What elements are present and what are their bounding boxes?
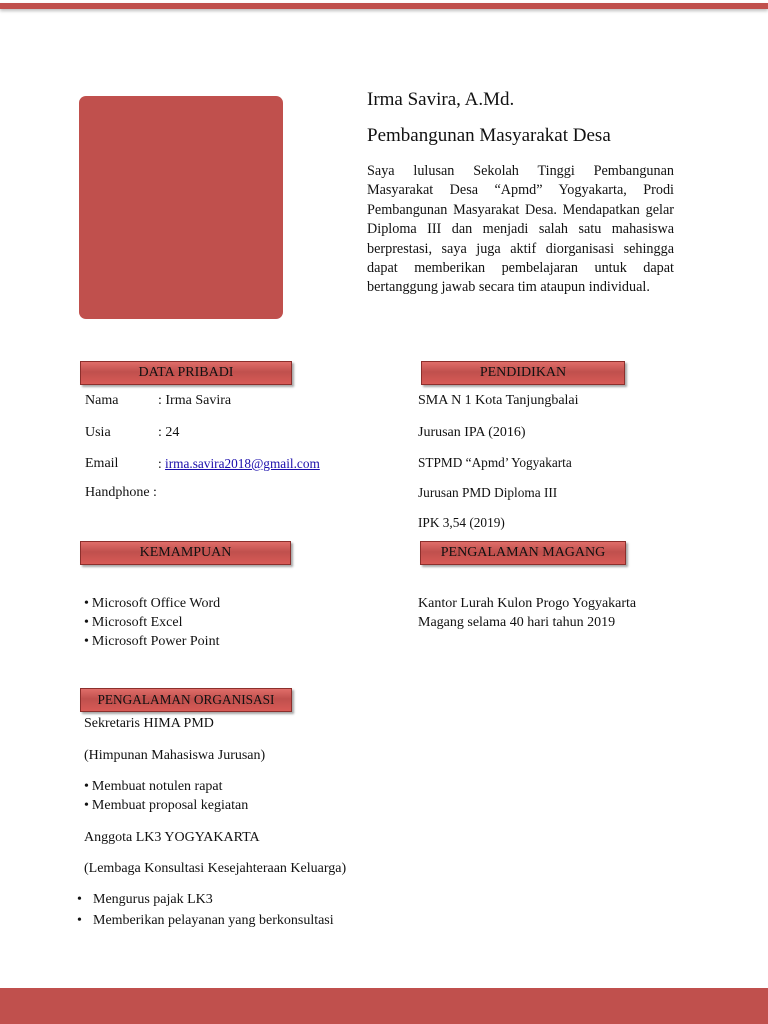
org-1-task: • Membuat proposal kegiatan [84,798,248,814]
top-decorative-bar [0,0,768,12]
section-header-pendidikan: PENDIDIKAN [421,361,625,385]
profile-summary: Saya lulusan Sekolah Tinggi Pembangunan Masyarakat Desa “Apmd” Yogyakarta, Prodi Pembangunan Masyarakat Desa. Mendapatkan gelar Diploma III dan menjadi salah satu mahasiswa berprestasi, saya juga aktif diorganisasi sehingga dapat memberikan pembelajaran untuk dapat bertanggung jawab secara tim ataupun individual. [367,163,674,296]
section-header-pengalaman-organisasi: PENGALAMAN ORGANISASI [80,688,292,712]
label-nama: Nama [85,393,119,408]
org-2-task: Mengurus pajak LK3 [93,892,213,907]
bullet-dot-icon: • [77,892,82,907]
label-email: Email [85,456,119,471]
bottom-decorative-bar [0,988,768,1024]
section-header-pengalaman-magang: PENGALAMAN MAGANG [420,541,626,565]
label-handphone: Handphone : [85,485,157,500]
org-1-task: • Membuat notulen rapat [84,779,223,795]
email-link[interactable]: irma.savira2018@gmail.com [165,456,320,471]
edu-line-3: STPMD “Apmd’ Yogyakarta [418,455,572,470]
skill-item: • Microsoft Power Point [84,634,219,650]
bullet-dot-icon: • [77,913,82,928]
value-usia: : 24 [158,425,180,440]
skill-item: • Microsoft Office Word [84,596,220,612]
value-email [158,456,320,472]
org-2-full-name: (Lembaga Konsultasi Kesejahteraan Keluarga) [84,861,347,876]
org-1-full-name: (Himpunan Mahasiswa Jurusan) [84,748,266,763]
edu-line-1: SMA N 1 Kota Tanjungbalai [418,393,579,408]
section-header-kemampuan: KEMAMPUAN [80,541,291,565]
org-2-role: Anggota LK3 YOGYAKARTA [84,830,260,845]
section-header-data-pribadi: DATA PRIBADI [80,361,292,385]
label-usia: Usia [85,425,111,440]
email-separator: : [158,456,166,471]
org-1-role: Sekretaris HIMA PMD [84,716,214,731]
internship-place: Kantor Lurah Kulon Progo Yogyakarta [418,596,637,611]
edu-line-4: Jurusan PMD Diploma III [418,485,558,500]
edu-line-5: IPK 3,54 (2019) [418,515,505,530]
org-2-task: Memberikan pelayanan yang berkonsultasi [93,913,334,928]
edu-line-2: Jurusan IPA (2016) [418,425,526,440]
skill-item: • Microsoft Excel [84,615,183,631]
profile-photo-placeholder [79,96,283,319]
top-accent-line [0,3,768,9]
internship-duration: Magang selama 40 hari tahun 2019 [418,615,616,630]
person-name: Irma Savira, A.Md. [367,89,515,110]
person-title: Pembangunan Masyarakat Desa [367,125,611,146]
value-nama: : Irma Savira [158,393,232,408]
